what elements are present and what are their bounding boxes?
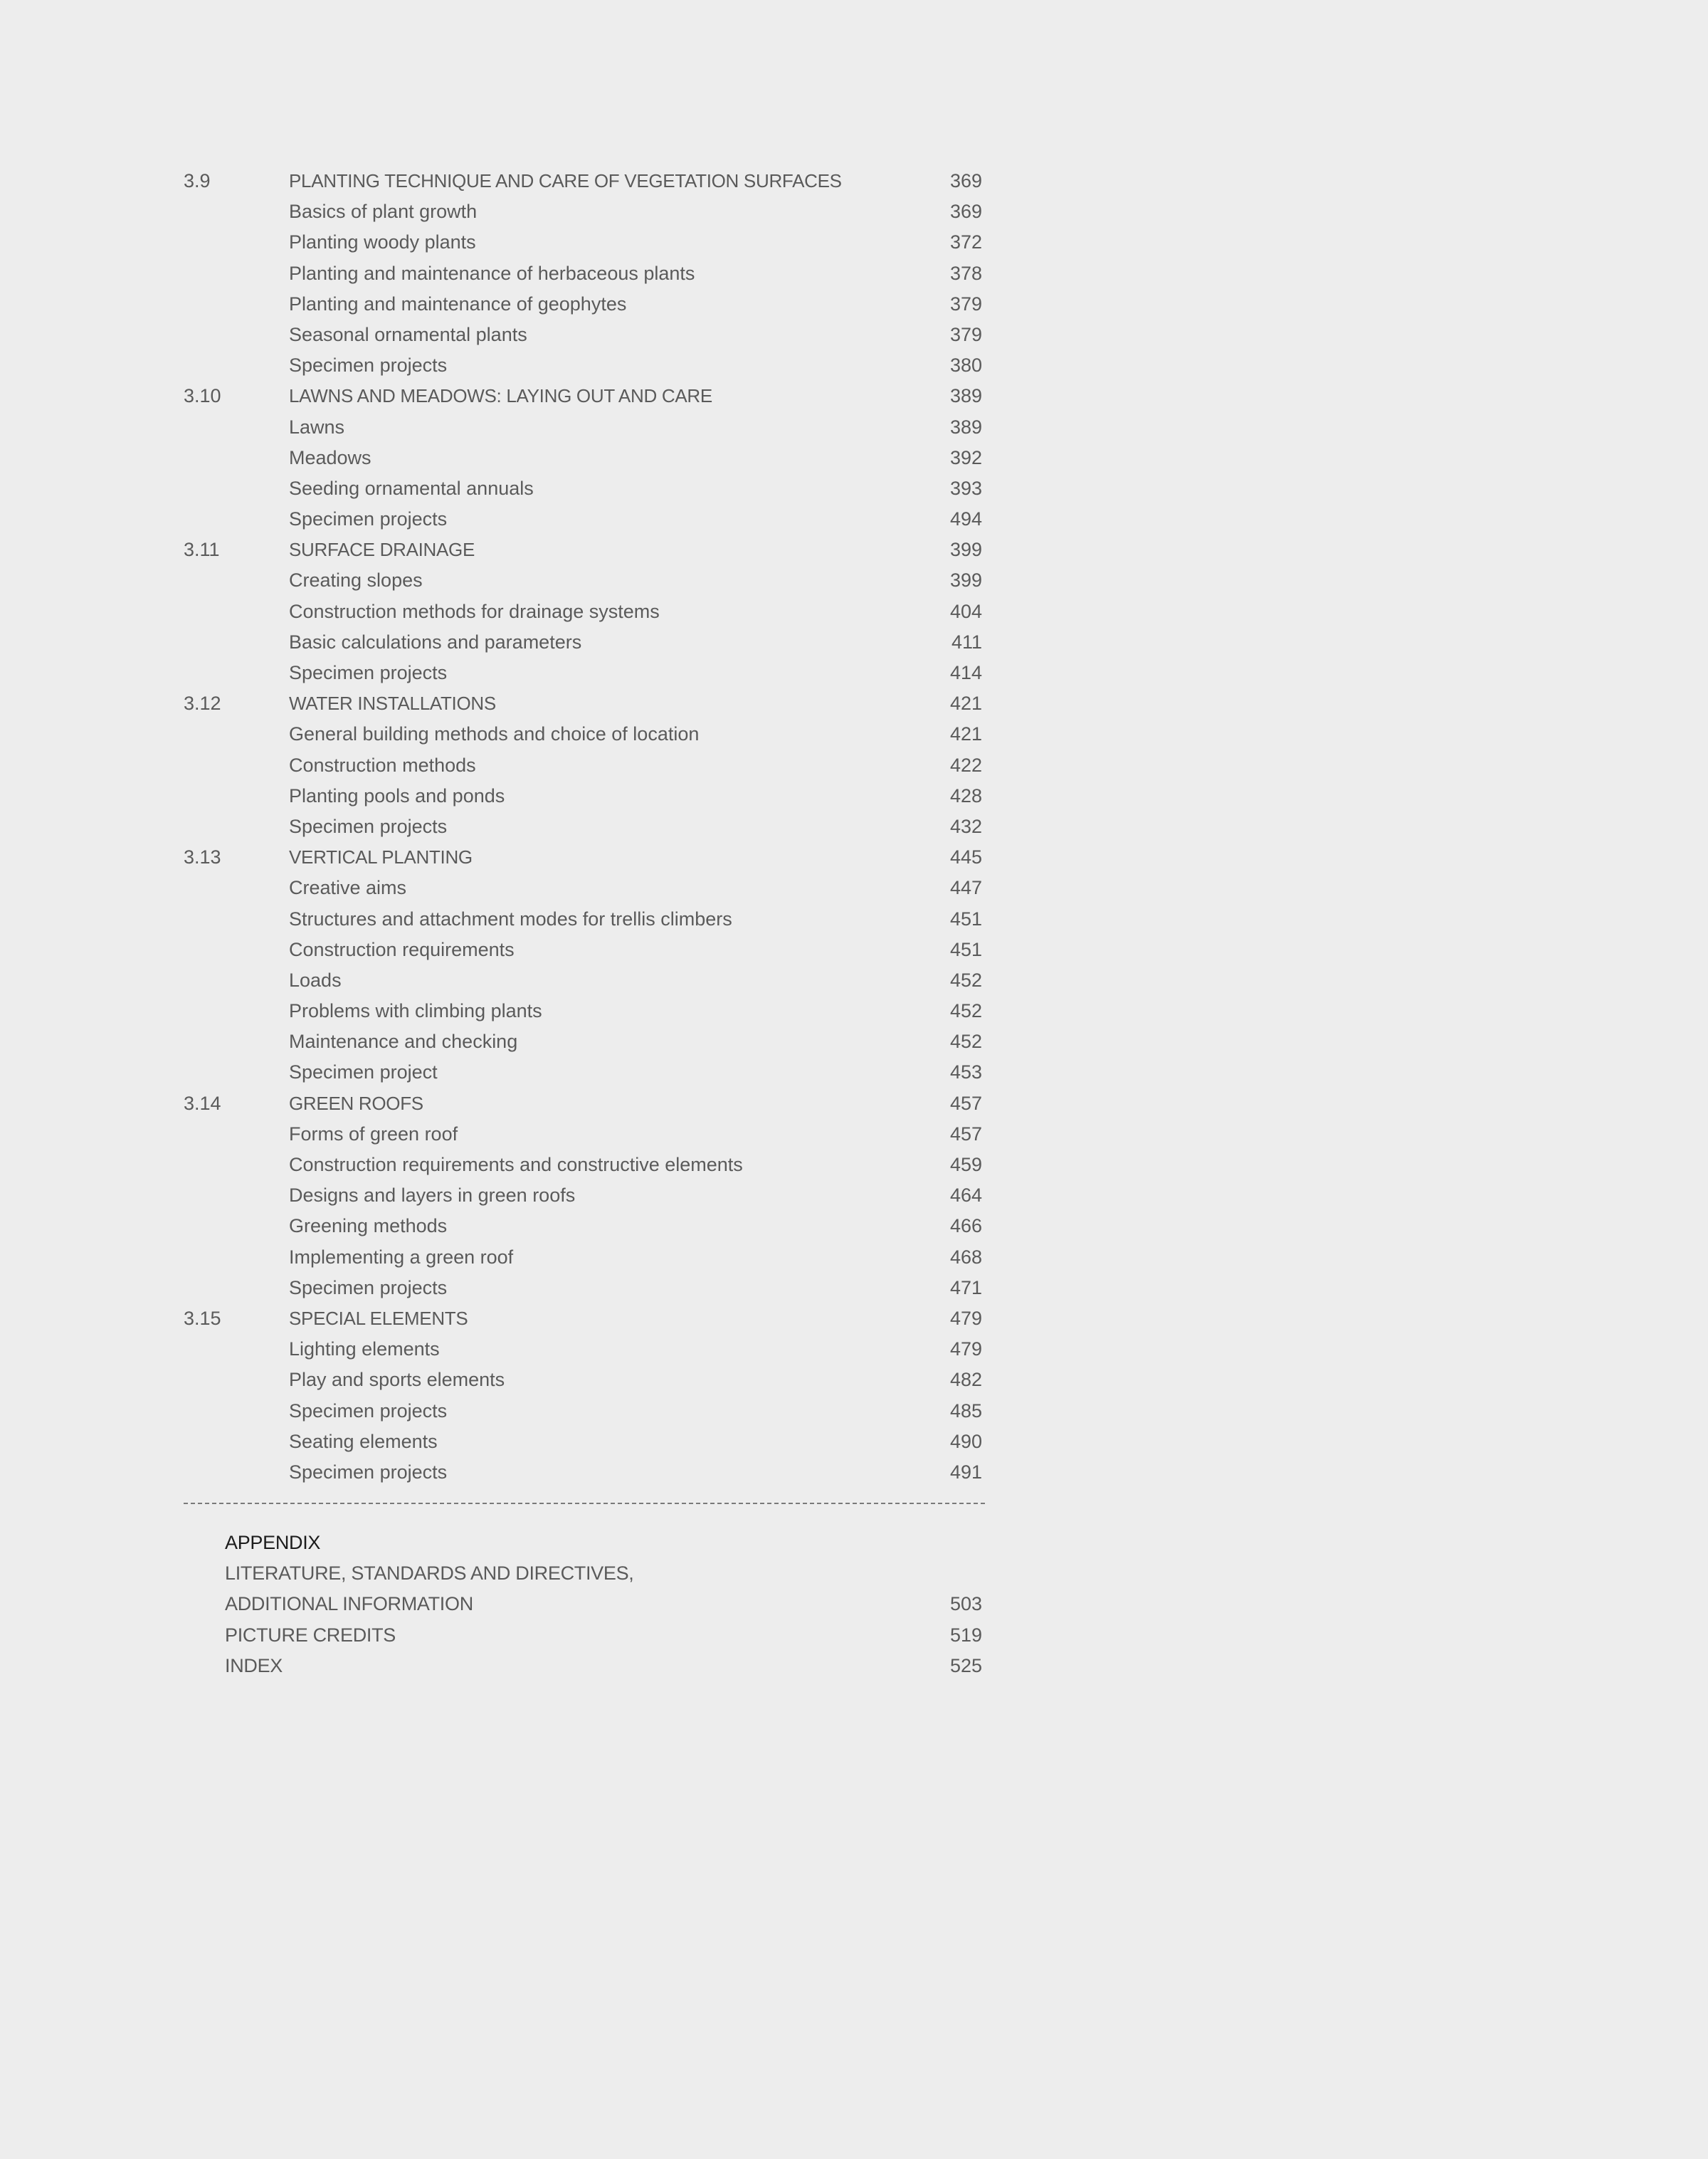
entry-title: Construction requirements [289, 938, 515, 960]
page-number: 389 [949, 385, 982, 407]
toc-entry-row[interactable] [184, 229, 985, 260]
entry-title: Specimen projects [289, 508, 448, 530]
entry-title: Creating slopes [289, 569, 423, 592]
page-number: 482 [949, 1369, 982, 1391]
entry-title: Greening methods [289, 1215, 448, 1237]
entry-title: Creative aims [289, 877, 407, 899]
page-number: 392 [949, 446, 982, 468]
entry-title: Forms of green roof [289, 1123, 458, 1145]
toc-entry-row[interactable] [184, 629, 985, 660]
toc-entry-row[interactable] [184, 291, 985, 322]
page-number: 422 [949, 754, 982, 776]
toc-entry-row[interactable] [184, 752, 985, 783]
page-number: 421 [949, 723, 982, 745]
entry-title: Basic calculations and parameters [289, 631, 582, 653]
entry-title: Construction methods for drainage systems [289, 600, 660, 622]
page-number: 485 [949, 1399, 982, 1422]
toc-entry-row[interactable] [184, 476, 985, 506]
entry-title: Seasonal ornamental plants [289, 323, 527, 345]
page-number: 447 [949, 877, 982, 899]
page-number: 428 [949, 784, 982, 807]
page-number: 378 [949, 262, 982, 284]
appendix-entry-title: LITERATURE, STANDARDS AND DIRECTIVES, [225, 1562, 634, 1585]
entry-title: Specimen projects [289, 815, 448, 837]
page-number: 379 [949, 323, 982, 345]
toc-entry-row[interactable] [184, 783, 985, 814]
section-divider [184, 1503, 985, 1504]
page-number: 380 [949, 354, 982, 377]
entry-title: Problems with climbing plants [289, 1000, 542, 1022]
entry-title: Specimen projects [289, 1461, 448, 1483]
page-number: 452 [949, 969, 982, 991]
toc-entry-row[interactable] [184, 352, 985, 383]
toc-entry-row[interactable] [184, 660, 985, 690]
toc-entry-row[interactable] [184, 506, 985, 537]
page-number: 414 [949, 662, 982, 683]
appendix-entry-row[interactable] [184, 1622, 985, 1653]
entry-title: Seating elements [289, 1430, 438, 1452]
section-number: 3.11 [184, 539, 220, 561]
section-number: 3.13 [184, 846, 221, 868]
entry-title: Maintenance and checking [289, 1031, 518, 1053]
page-number: 399 [949, 539, 982, 561]
toc-section-row[interactable] [184, 537, 985, 567]
section-number: 3.14 [184, 1092, 221, 1114]
appendix-heading: APPENDIX [225, 1532, 321, 1553]
page-number: 451 [949, 938, 982, 960]
page-number: 464 [949, 1184, 982, 1207]
entry-title: Lighting elements [289, 1338, 440, 1360]
page-number: 452 [949, 1000, 982, 1022]
page-number: 479 [949, 1307, 982, 1329]
toc-section-row[interactable] [184, 844, 985, 875]
toc-entry-row[interactable] [184, 1336, 985, 1367]
section-title: SPECIAL ELEMENTS [289, 1307, 468, 1329]
appendix-entry-row[interactable] [184, 1591, 985, 1622]
page-number: 379 [949, 293, 982, 315]
appendix-entry-row[interactable] [184, 1653, 985, 1683]
toc-entry-row[interactable] [184, 567, 985, 598]
page-number: 452 [949, 1031, 982, 1053]
toc-section-row[interactable] [184, 1306, 985, 1336]
entry-title: Planting and maintenance of geophytes [289, 293, 627, 315]
toc-section-row[interactable] [184, 1091, 985, 1121]
entry-title: Lawns [289, 416, 345, 438]
entry-title: Seeding ornamental annuals [289, 477, 534, 499]
appendix-entry-title: ADDITIONAL INFORMATION [225, 1593, 473, 1615]
appendix-entry-title: PICTURE CREDITS [225, 1624, 396, 1646]
page-number: 503 [949, 1593, 982, 1615]
page-number: 404 [949, 600, 982, 622]
toc-entry-row[interactable] [184, 1059, 985, 1090]
page-number: 445 [949, 846, 982, 868]
toc-section-row[interactable] [184, 168, 985, 199]
entry-title: Construction requirements and constructive elements [289, 1154, 743, 1175]
page-number: 494 [949, 508, 982, 530]
toc-entry-row[interactable] [184, 1275, 985, 1306]
appendix-entries [184, 1560, 985, 1683]
toc-section-row[interactable] [184, 690, 985, 721]
page-number: 389 [949, 416, 982, 438]
page-number: 457 [949, 1092, 982, 1114]
entry-title: General building methods and choice of location [289, 723, 700, 745]
toc-entry-row[interactable] [184, 261, 985, 291]
toc-entry-row[interactable] [184, 1367, 985, 1397]
toc-entry-row[interactable] [184, 814, 985, 844]
page-number: 393 [949, 477, 982, 499]
entry-title: Planting and maintenance of herbaceous plants [289, 262, 695, 284]
page-number: 421 [949, 693, 982, 715]
toc-entry-row[interactable] [184, 1121, 985, 1152]
entry-title: Structures and attachment modes for trellis climbers [289, 908, 732, 930]
page-number: 453 [949, 1061, 982, 1083]
page-number: 468 [949, 1246, 982, 1268]
entry-title: Specimen projects [289, 1276, 448, 1298]
page-number: 399 [949, 569, 982, 592]
toc-entry-row[interactable] [184, 967, 985, 998]
toc-entry-row[interactable] [184, 1244, 985, 1275]
page-number: 525 [949, 1654, 982, 1676]
toc-section-row[interactable] [184, 383, 985, 414]
page-number: 457 [949, 1123, 982, 1145]
entry-title: Loads [289, 969, 342, 991]
entry-title: Implementing a green roof [289, 1246, 514, 1268]
section-number: 3.15 [184, 1307, 221, 1329]
toc-entry-row[interactable] [184, 322, 985, 352]
toc-entry-row[interactable] [184, 1029, 985, 1059]
appendix-entry-title: INDEX [225, 1654, 283, 1676]
appendix-block [184, 1530, 985, 1683]
section-title: PLANTING TECHNIQUE AND CARE OF VEGETATION SURFACES [289, 170, 842, 191]
toc-entry-row[interactable] [184, 1182, 985, 1213]
section-title: GREEN ROOFS [289, 1092, 423, 1114]
entry-title: Play and sports elements [289, 1369, 505, 1391]
page-number: 471 [949, 1276, 982, 1298]
section-title: VERTICAL PLANTING [289, 846, 473, 868]
section-title: LAWNS AND MEADOWS: LAYING OUT AND CARE [289, 385, 712, 407]
page-number: 466 [949, 1215, 982, 1237]
toc-entry-row[interactable] [184, 1429, 985, 1459]
toc-entry-row[interactable] [184, 1152, 985, 1182]
toc-entry-row[interactable] [184, 998, 985, 1029]
page-number: 479 [949, 1338, 982, 1360]
section-number: 3.10 [184, 385, 221, 407]
entry-title: Specimen projects [289, 662, 448, 683]
entry-title: Specimen projects [289, 354, 448, 377]
section-number: 3.9 [184, 170, 211, 191]
page-number: 459 [949, 1154, 982, 1175]
toc-entry-row[interactable] [184, 721, 985, 752]
toc-entry-row[interactable] [184, 445, 985, 476]
page-number: 369 [949, 170, 982, 191]
entry-title: Construction methods [289, 754, 476, 776]
toc-entry-row[interactable] [184, 599, 985, 629]
entry-title: Basics of plant growth [289, 201, 478, 223]
section-number: 3.12 [184, 693, 221, 715]
entry-title: Specimen projects [289, 1399, 448, 1422]
entry-title: Planting pools and ponds [289, 784, 505, 807]
table-of-contents [184, 168, 985, 1490]
toc-entry-row[interactable] [184, 937, 985, 967]
entry-title: Meadows [289, 446, 371, 468]
entry-title: Planting woody plants [289, 231, 476, 253]
toc-entry-row[interactable] [184, 1213, 985, 1244]
section-title: WATER INSTALLATIONS [289, 693, 496, 715]
page-number: 491 [949, 1461, 982, 1483]
section-title: SURFACE DRAINAGE [289, 539, 475, 561]
toc-entry-row[interactable] [184, 1398, 985, 1429]
page-number: 369 [949, 201, 982, 223]
entry-title: Designs and layers in green roofs [289, 1184, 576, 1207]
page-number: 372 [949, 231, 982, 253]
page-number: 432 [949, 815, 982, 837]
toc-entry-row[interactable] [184, 414, 985, 445]
toc-entry-row[interactable] [184, 906, 985, 937]
toc-entry-row[interactable] [184, 199, 985, 229]
page-number: 411 [951, 631, 982, 653]
appendix-entry-row[interactable] [184, 1560, 985, 1591]
toc-entry-row[interactable] [184, 875, 985, 905]
toc-entry-row[interactable] [184, 1459, 985, 1490]
entry-title: Specimen project [289, 1061, 438, 1083]
page-number: 490 [949, 1430, 982, 1452]
page-number: 451 [949, 908, 982, 930]
page-number: 519 [949, 1624, 982, 1646]
